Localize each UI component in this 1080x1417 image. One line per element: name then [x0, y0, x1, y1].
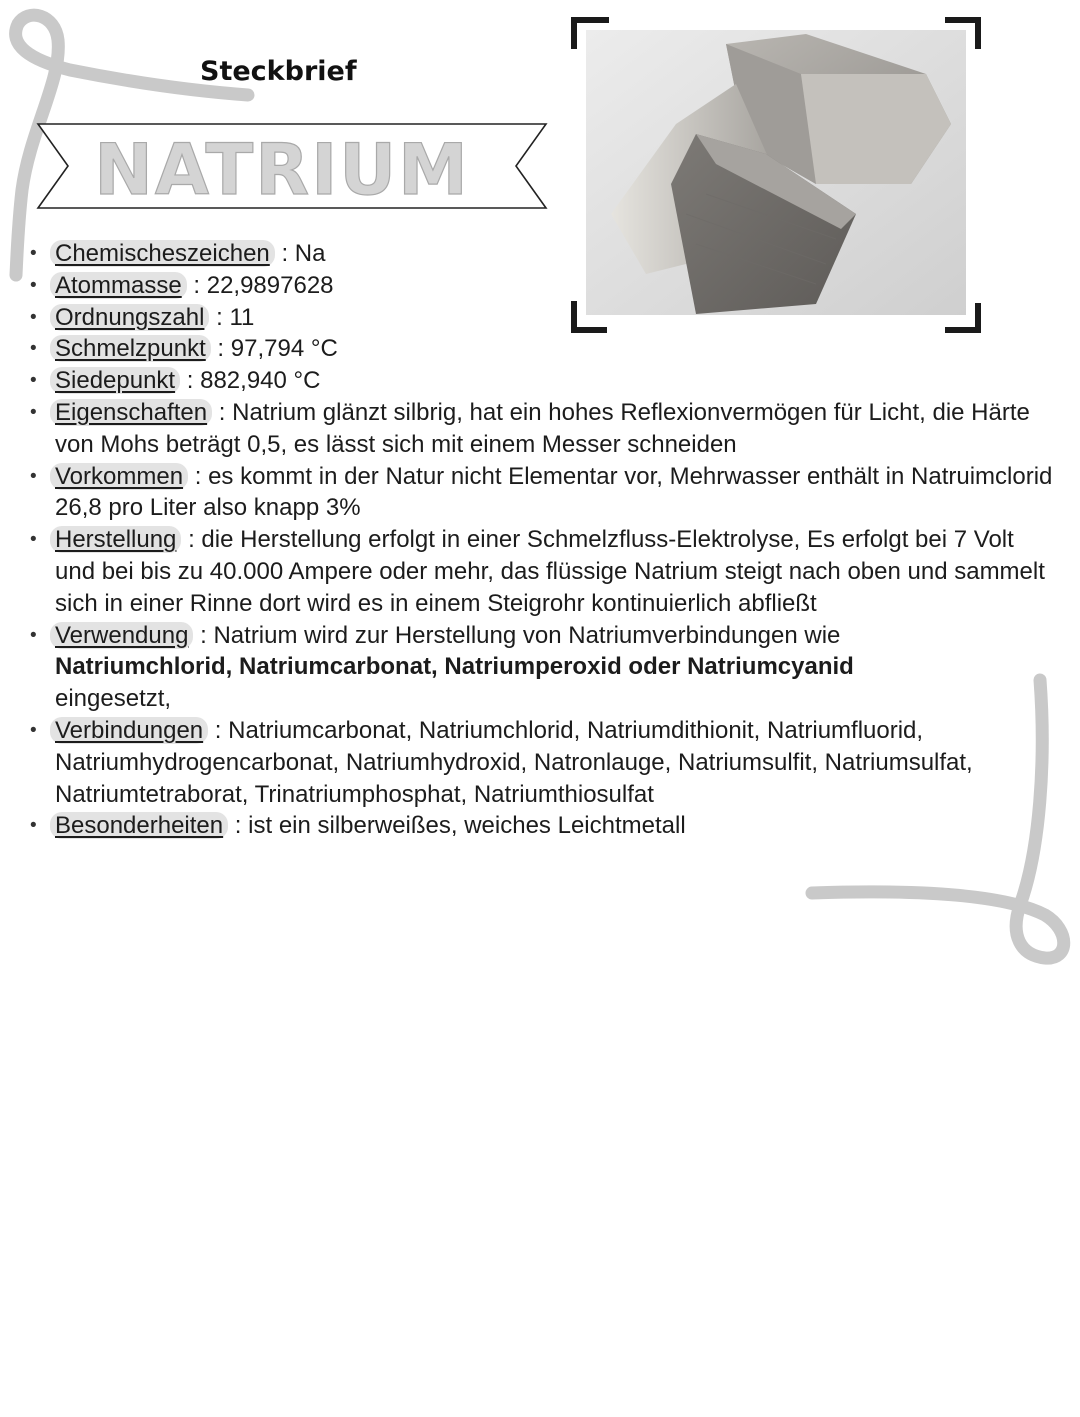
term-label: Eigenschaften: [50, 399, 212, 426]
list-item-verbindungen: • Verbindungen : Natriumcarbonat, Natriumchlorid, Natriumdithionit, Natriumfluorid, Natriumhydrogencarbonat, Natriumhydroxid, Natronlauge, Natriumsulfit, Natriumsulfat, Natriumtetraborat, Trinatriumphosphat, Natriumthiosulfat: [30, 715, 1060, 810]
list-item-verwendung: • Verwendung : Natrium wird zur Herstellung von Natriumverbindungen wie Natriumchlorid, Natriumcarbonat, Natriumperoxid oder Natriumcyanid eingesetzt,: [30, 620, 1060, 715]
page-heading: Steckbrief: [200, 56, 357, 87]
list-item-besonderheiten: • Besonderheiten : ist ein silberweißes, weiches Leichtmetall: [30, 810, 1060, 842]
term-label: Schmelzpunkt: [50, 335, 211, 362]
item-value: 882,940 °C: [200, 367, 321, 395]
term-label: Besonderheiten: [50, 812, 228, 839]
term-label: Verbindungen: [50, 717, 208, 744]
item-value: Na: [294, 240, 326, 267]
term-label: Ordnungszahl: [50, 304, 209, 331]
item-value: 97,794 °C: [230, 335, 338, 363]
list-item-eigenschaften: • Eigenschaften : Natrium glänzt silbrig, hat ein hohes Reflexionvermögen für Licht, die Härte von Mohs beträgt 0,5, es lässt sich mit einem Messer schneiden: [30, 397, 1060, 461]
term-label: Atommasse: [50, 272, 187, 299]
term-label: Herstellung: [50, 526, 181, 553]
list-item-herstellung: • Herstellung : die Herstellung erfolgt in einer Schmelzfluss-Elektrolyse, Es erfolgt bei 7 Volt und bei bis zu 40.000 Ampere oder mehr, das flüssige Natrium steigt nach oben und sammelt sich in einer Rinne dort wird es in einem Steigrohr kontinuierlich abfließt: [30, 524, 1060, 619]
item-value: es kommt in der Natur nicht Elementar vor, Mehrwasser enthält in Natruimclorid 26,8 pro Liter also knapp 3%: [55, 462, 1053, 522]
list-item-vorkommen: • Vorkommen : es kommt in der Natur nicht Elementar vor, Mehrwasser enthält in Natruimclorid 26,8 pro Liter also knapp 3%: [30, 461, 1060, 525]
item-value: 11: [229, 303, 255, 331]
term-label: Siedepunkt: [50, 367, 180, 394]
item-value: ist ein silberweißes, weiches Leichtmetall: [248, 812, 686, 840]
list-item-atommasse: • Atommasse : 22,9897628: [30, 270, 1060, 302]
item-value: Natriumcarbonat, Natriumchlorid, Natriumdithionit, Natriumfluorid, Natriumhydrogencarbonat, Natriumhydroxid, Natronlauge, Natriumsulfit, Natriumsulfat, Natriumtetraborat, Trinatriumphosphat, Natriumthiosulfat: [55, 716, 973, 808]
item-value: 22,9897628: [206, 271, 334, 299]
list-item-chemisches-zeichen: • Chemischeszeichen : Na: [30, 238, 1060, 270]
item-value-after: eingesetzt,: [55, 685, 172, 713]
item-value: Natrium glänzt silbrig, hat ein hohes Reflexionvermögen für Licht, die Härte von Mohs beträgt 0,5, es lässt sich mit einem Messer schneiden: [55, 398, 1030, 458]
term-label: Vorkommen: [50, 463, 188, 490]
list-item-ordnungszahl: • Ordnungszahl : 11: [30, 302, 1060, 334]
term-label: Chemischeszeichen: [50, 240, 275, 267]
item-value: die Herstellung erfolgt in einer Schmelzfluss-Elektrolyse, Es erfolgt bei 7 Volt und bei bis zu 40.000 Ampere oder mehr, das flüssige Natrium steigt nach oben und sammelt sich in einer Rinne dort wird es in einem Steigrohr kontinuierlich abfließt: [55, 526, 1045, 617]
term-label: Verwendung: [50, 622, 193, 649]
list-item-schmelzpunkt: • Schmelzpunkt : 97,794 °C: [30, 333, 1060, 365]
list-item-siedepunkt: • Siedepunkt : 882,940 °C: [30, 365, 1060, 397]
banner-title: NATRIUM: [94, 129, 470, 211]
item-value: Natrium wird zur Herstellung von Natriumverbindungen wie: [213, 621, 841, 649]
item-value-bold: Natriumchlorid, Natriumcarbonat, Natriumperoxid oder Natriumcyanid: [55, 653, 854, 681]
fact-list: [30, 238, 1060, 842]
title-banner: [32, 122, 552, 212]
